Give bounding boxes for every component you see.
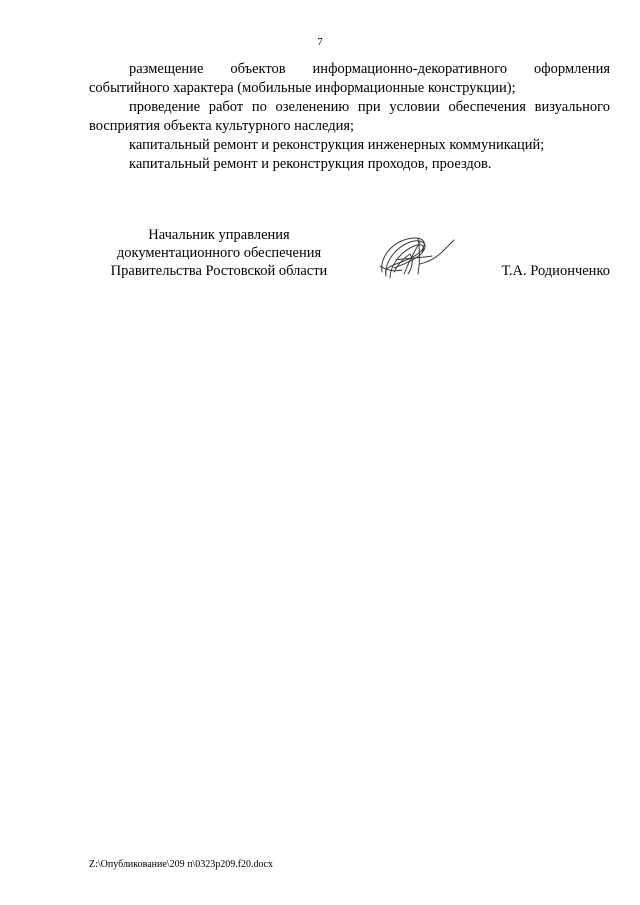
page-number: 7: [317, 36, 323, 48]
paragraph: капитальный ремонт и реконструкция инженерных коммуникаций;: [129, 137, 545, 153]
paragraph: проведение работ по озеленению при условии обеспечения визуального восприятия объекта культурного наследия;: [89, 99, 610, 134]
signer-title: [89, 226, 349, 280]
paragraph: капитальный ремонт и реконструкция проходов, проездов.: [129, 156, 492, 172]
signature-block: [89, 226, 610, 286]
paragraph: размещение объектов информационно-декоративного оформления событийного характера (мобильные информационные конструкции);: [89, 61, 610, 96]
signer-title-line: документационного обеспечения: [116, 245, 322, 261]
signer-title-line: Правительства Ростовской области: [110, 263, 328, 279]
signer-title-line: Начальник управления: [148, 227, 290, 243]
footer-file-path: Z:\Опубликование\209 п\0323р209.f20.docx: [89, 859, 273, 870]
document-body: [89, 60, 610, 174]
signer-name: Т.А. Родионченко: [501, 263, 610, 279]
handwritten-signature: [374, 230, 458, 282]
